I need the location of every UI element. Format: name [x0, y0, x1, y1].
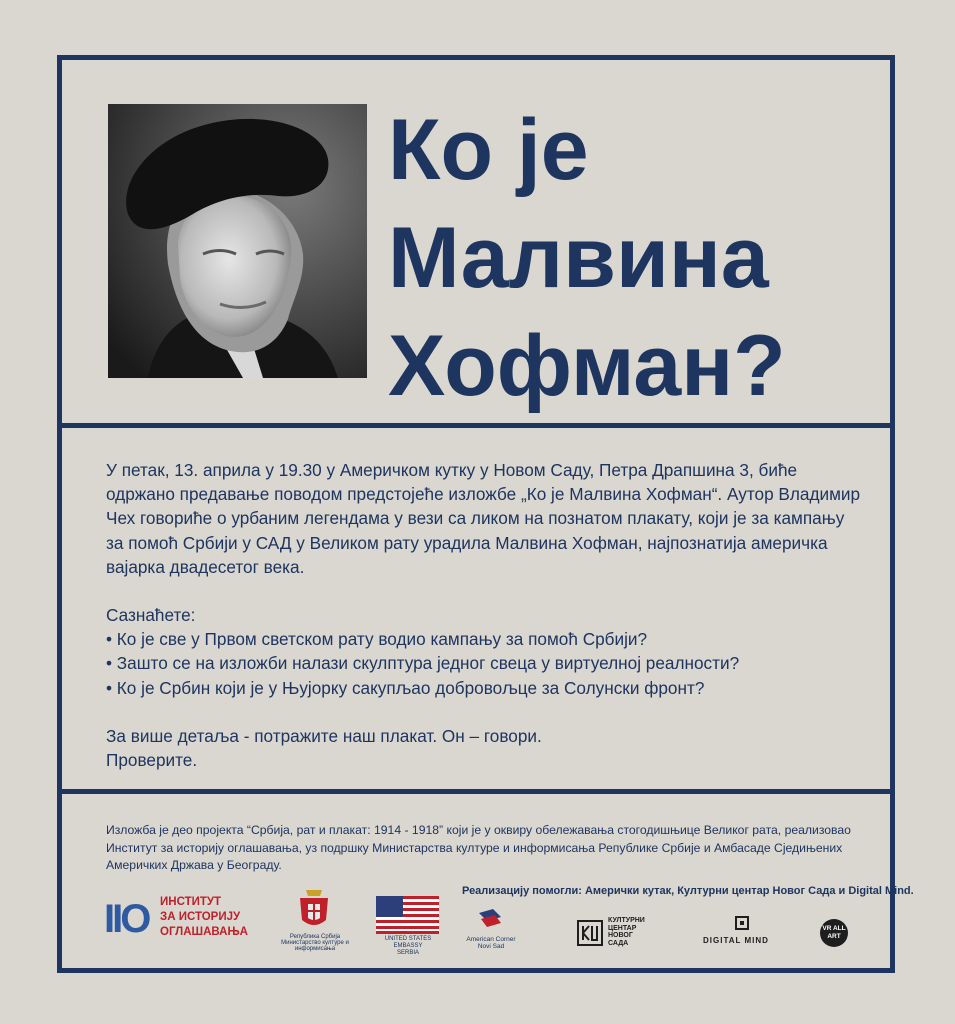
serbia-coat-of-arms-logo [296, 886, 332, 937]
digital-mind-icon [735, 916, 749, 930]
divider-bottom [57, 789, 895, 794]
kcns-line-2: ЦЕНТАР [608, 924, 637, 932]
kcns-icon [577, 920, 603, 946]
kcns-line-3: НОВОГ [608, 932, 633, 939]
iio-line-3: ОГЛАШАВАЊА [160, 926, 248, 938]
title-line-1: Ко је [388, 102, 589, 198]
bullet-item: • Зашто се на изложби налази скулптура једног свеца у виртуелној реалности? [106, 653, 740, 674]
bullet-item: • Ко је све у Првом светском рату водио кампању за помоћ Србији? [106, 629, 648, 650]
closing-line-1: За више детаља - потражите наш плакат. Он – говори. [106, 725, 542, 746]
coat-of-arms-icon [296, 886, 332, 932]
learn-heading: Сазнаћете: [106, 605, 196, 626]
closing-line-2: Проверите. [106, 750, 198, 771]
page-title [388, 96, 888, 420]
divider-top [57, 423, 895, 428]
intro-paragraph: У петак, 13. априла у 19.30 у Америчком кутку у Новом Саду, Петра Драпшина 3, биће одржано предавање поводом предстојеће изложбе „Ко је Малвина Хофман“. Аутор Владимир Чех говориће о урбаним легендама у вези са ликом на познатом плакату, који је за кампању за помоћ Србији у САД у Великом рату урадила Малвина Хофман, најпознатија америчка вајарка двадесетог века. [106, 460, 861, 577]
us-flag-icon [376, 896, 439, 934]
american-corner-logo [477, 907, 503, 934]
kcns-logo [577, 920, 603, 951]
footer-text: Изложба је део пројекта “Србија, рат и плакат: 1914 - 1918” који је у оквиру обележавања стогодишњице Великог рата, реализовао Институт за историју оглашавања, уз подршку Министарства културе и информисања Републике Србије и Амбасаде Сједињених Америчких Држава у Београду. [106, 823, 851, 873]
iio-wordmark [160, 895, 248, 940]
iio-line-2: ЗА ИСТОРИЈУ [160, 911, 241, 923]
portrait-photo [108, 104, 367, 378]
vr-all-art-logo: VR ALL ART [820, 919, 848, 947]
title-line-2: Малвина [388, 210, 769, 306]
iio-mark: IIO [104, 897, 149, 941]
american-corner-icon [477, 907, 503, 929]
digital-mind-wordmark: DIGITAL MIND [703, 936, 769, 945]
digital-mind-logo [735, 916, 749, 935]
kcns-line-1: КУЛТУРНИ [608, 917, 645, 924]
kcns-line-4: САДА [608, 939, 629, 947]
credits-text: Реализацију помогли: Амерички кутак, Културни центар Новог Сада и Digital Mind. [462, 885, 914, 897]
serbia-ministry-caption: Република Србија Министарство културе и информисања [281, 934, 349, 952]
bullet-item: • Ко је Србин који је у Њујорку сакупљао добровољце за Солунски фронт? [106, 677, 705, 698]
kcns-wordmark [608, 917, 645, 947]
title-line-3: Хофман? [388, 318, 786, 414]
us-flag-logo [376, 896, 439, 939]
body-text [106, 458, 866, 772]
iio-line-1: ИНСТИТУТ [160, 896, 222, 908]
us-embassy-caption: UNITED STATES EMBASSY SERBIA [384, 936, 432, 956]
american-corner-caption: American Corner Novi Sad [466, 936, 516, 950]
